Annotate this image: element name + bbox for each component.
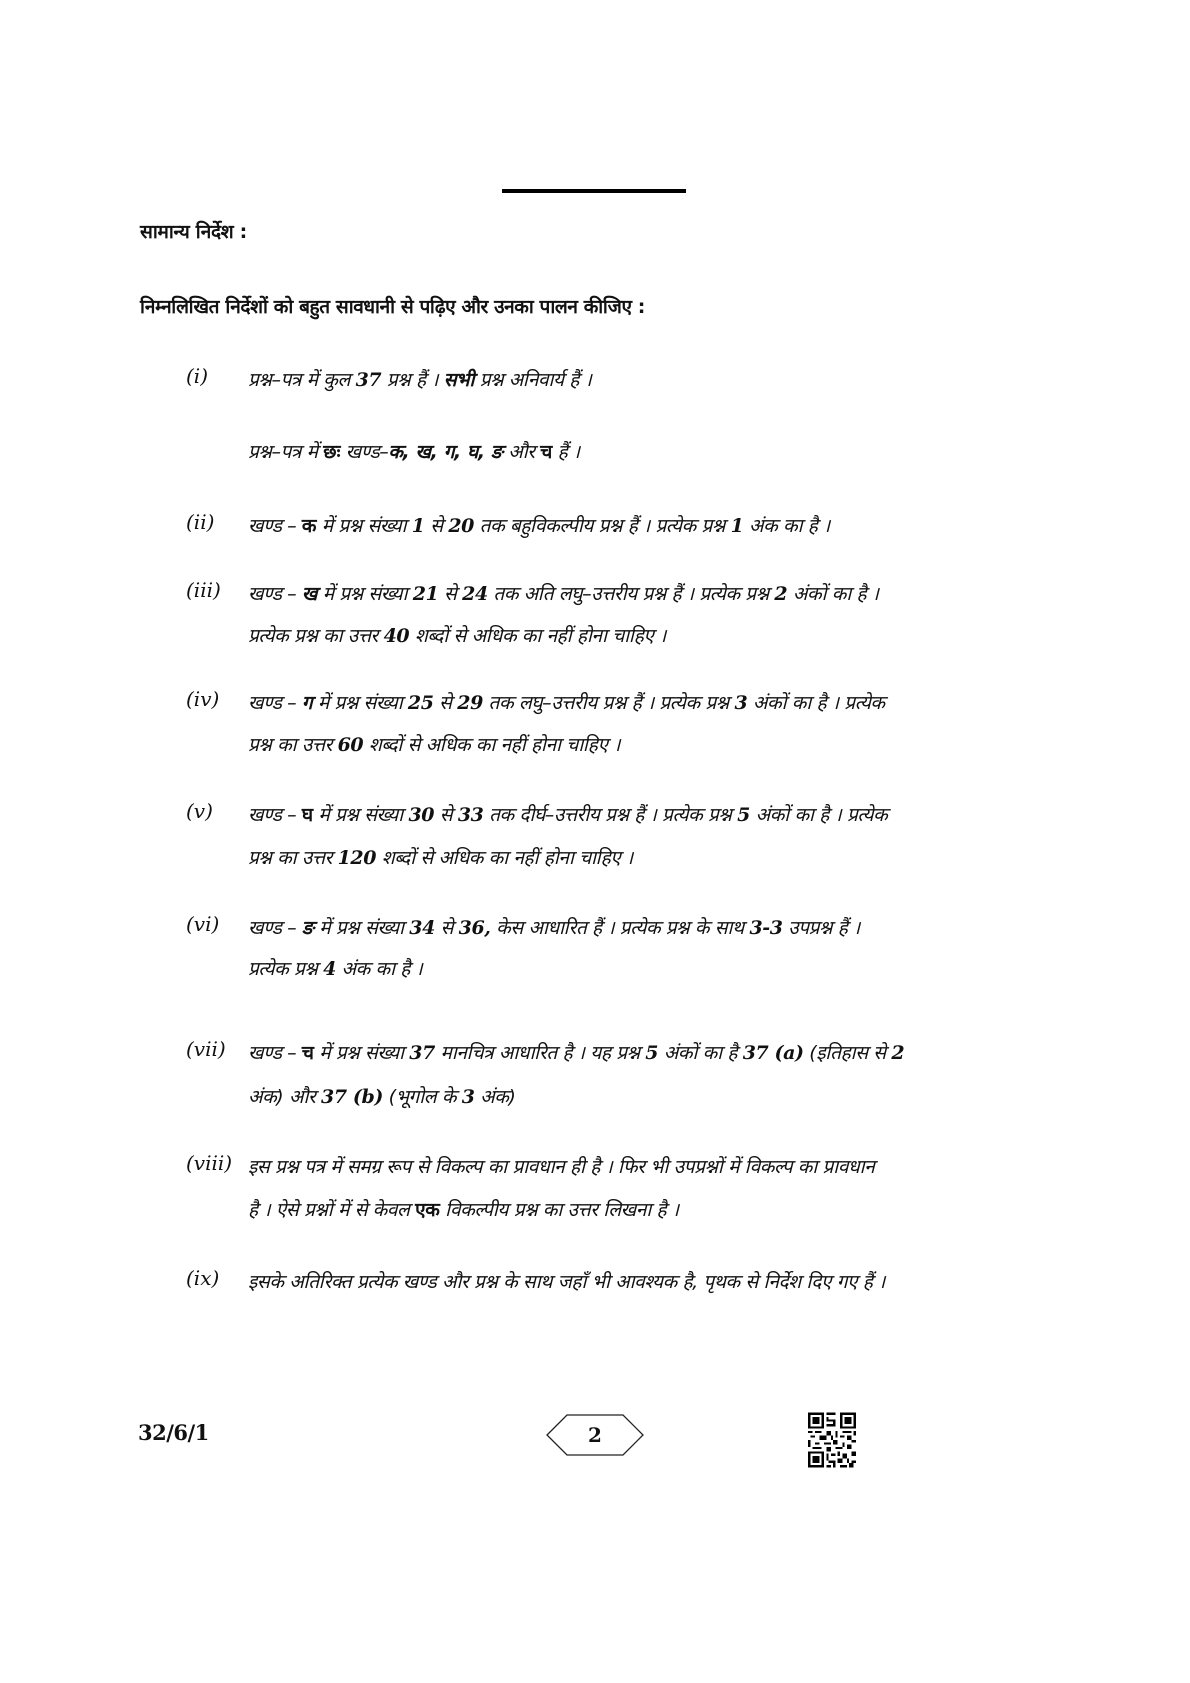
text-segment: तक लघु–उत्तरीय प्रश्न हैं । प्रत्येक प्रश्न <box>482 692 735 714</box>
item-label: (v) <box>186 799 213 823</box>
emphasis-text: च <box>540 441 552 463</box>
emphasis-text: 5 <box>645 1042 659 1064</box>
emphasis-text: ङ <box>301 917 314 939</box>
emphasis-text: 2 <box>891 1042 905 1064</box>
text-segment: और <box>502 441 541 463</box>
text-segment: खण्ड – <box>248 692 302 714</box>
emphasis-text: 37 (b) <box>321 1086 383 1108</box>
page-number-badge <box>545 1414 645 1456</box>
text-segment: में प्रश्न संख्या <box>313 1042 410 1064</box>
text-segment: खण्ड – <box>248 1042 302 1064</box>
emphasis-text: 20 <box>448 515 474 537</box>
text-segment: खण्ड– <box>340 441 389 463</box>
emphasis-text: 30 <box>408 804 435 826</box>
item-label: (ii) <box>186 510 215 534</box>
emphasis-text: 29 <box>457 692 483 714</box>
text-segment: इसके अतिरिक्त प्रत्येक खण्ड और प्रश्न के साथ जहाँ भी आवश्यक है, पृथक से निर्देश दिए गए हैं । <box>248 1271 885 1293</box>
instruction-line <box>248 955 422 981</box>
emphasis-text: 37 (a) <box>742 1042 804 1064</box>
emphasis-text: 5 <box>737 804 750 826</box>
section-heading: सामान्य निर्देश : <box>140 221 247 243</box>
text-segment: प्रत्येक प्रश्न <box>248 958 324 980</box>
emphasis-text: घ <box>301 804 313 826</box>
text-segment: प्रश्न–पत्र में कुल <box>248 369 356 391</box>
instruction-line <box>248 689 885 715</box>
instruction-line <box>248 622 666 648</box>
text-segment: (भूगोल के <box>382 1086 462 1108</box>
emphasis-text: 1 <box>730 515 744 537</box>
emphasis-text: 34 <box>409 917 435 939</box>
item-label: (viii) <box>186 1151 233 1175</box>
text-segment: अंकों का है । प्रत्येक <box>747 692 885 714</box>
text-segment: है । ऐसे प्रश्नों में से केवल <box>248 1199 416 1221</box>
text-segment: अंकों का है । प्रत्येक <box>749 804 888 826</box>
emphasis-text: 60 <box>337 734 364 756</box>
emphasis-text: 37 <box>355 369 382 391</box>
text-segment: तक बहुविकल्पीय प्रश्न हैं । प्रत्येक प्रश्न <box>474 515 731 537</box>
instruction-line <box>248 512 830 538</box>
text-segment: में प्रश्न संख्या <box>313 917 410 939</box>
text-segment: से <box>434 804 458 826</box>
text-segment: शब्दों से अधिक का नहीं होना चाहिए । <box>376 847 633 869</box>
text-segment: अंक का है । <box>335 958 423 980</box>
emphasis-text: छः <box>323 441 341 463</box>
emphasis-text: 25 <box>407 692 434 714</box>
text-segment: से <box>434 917 459 939</box>
emphasis-text: 21 <box>412 583 439 605</box>
instruction-line <box>248 1083 516 1109</box>
emphasis-text: 3 <box>734 692 748 714</box>
text-segment: से <box>424 515 449 537</box>
emphasis-text: सभी <box>443 369 475 391</box>
emphasis-text: 37 <box>409 1042 435 1064</box>
emphasis-text: 3 <box>461 1086 475 1108</box>
emphasis-text: च <box>301 1042 314 1064</box>
emphasis-text: क, ख, ग, घ, ङ <box>388 441 503 463</box>
text-segment: केस आधारित हैं । प्रत्येक प्रश्न के साथ <box>490 917 750 939</box>
emphasis-text: ग <box>301 692 313 714</box>
item-label: (i) <box>186 364 209 388</box>
emphasis-text: 3-3 <box>749 917 783 939</box>
text-segment: हैं । <box>551 441 580 463</box>
instruction-text: निम्नलिखित निर्देशों को बहुत सावधानी से पढ़िए और उनका पालन कीजिए : <box>140 296 645 318</box>
text-segment: खण्ड – <box>248 515 302 537</box>
text-segment: खण्ड – <box>248 917 302 939</box>
instruction-line <box>248 731 620 757</box>
decorative-rule <box>502 189 686 193</box>
qr-code-icon <box>808 1412 856 1468</box>
text-segment: शब्दों से अधिक का नहीं होना चाहिए । <box>409 625 666 647</box>
text-segment: उपप्रश्न हैं । <box>782 917 860 939</box>
emphasis-text: 40 <box>383 625 410 647</box>
emphasis-text: 1 <box>411 515 425 537</box>
text-segment: खण्ड – <box>248 804 302 826</box>
item-label: (iii) <box>186 578 221 602</box>
instruction-line <box>248 914 860 940</box>
text-segment: प्रश्न–पत्र में <box>248 441 324 463</box>
item-label: (iv) <box>186 687 220 711</box>
page-number: 2 <box>588 1423 602 1447</box>
text-segment: से <box>433 692 458 714</box>
text-segment: खण्ड – <box>248 583 302 605</box>
emphasis-text: ख <box>301 583 318 605</box>
text-segment: प्रश्न का उत्तर <box>248 847 338 869</box>
text-segment: प्रत्येक प्रश्न का उत्तर <box>248 625 384 647</box>
text-segment: में प्रश्न संख्या <box>312 804 409 826</box>
text-segment: इस प्रश्न पत्र में समग्र रूप से विकल्प का प्रावधान ही है । फिर भी उपप्रश्नों में विकल्प का प्रावधान <box>248 1156 875 1178</box>
instruction-line <box>248 1153 874 1179</box>
instruction-line <box>248 366 591 392</box>
text-segment: (इतिहास से <box>803 1042 892 1064</box>
emphasis-text: 36, <box>458 917 491 939</box>
instruction-line <box>248 1039 904 1065</box>
item-label: (vi) <box>186 912 220 936</box>
text-segment: अंक) <box>474 1086 516 1108</box>
emphasis-text: 33 <box>457 804 484 826</box>
instruction-line <box>248 438 580 464</box>
instruction-line <box>248 844 633 870</box>
instruction-line <box>248 801 887 827</box>
text-segment: तक अति लघु–उत्तरीय प्रश्न हैं । प्रत्येक प्रश्न <box>487 583 775 605</box>
text-segment: विकल्पीय प्रश्न का उत्तर लिखना है । <box>439 1199 679 1221</box>
emphasis-text: 24 <box>462 583 488 605</box>
text-segment: में प्रश्न संख्या <box>316 515 412 537</box>
item-label: (vii) <box>186 1037 226 1061</box>
text-segment: में प्रश्न संख्या <box>317 583 413 605</box>
text-segment: मानचित्र आधारित है । यह प्रश्न <box>434 1042 646 1064</box>
instruction-line <box>248 1196 679 1222</box>
text-segment: प्रश्न का उत्तर <box>248 734 338 756</box>
instruction-line <box>248 580 879 606</box>
text-segment: अंकों का है <box>658 1042 743 1064</box>
text-segment: अंक का है । <box>743 515 830 537</box>
text-segment: प्रश्न हैं । <box>381 369 444 391</box>
text-segment: तक दीर्घ–उत्तरीय प्रश्न हैं । प्रत्येक प्रश्न <box>483 804 738 826</box>
instruction-line <box>248 1268 885 1294</box>
item-label: (ix) <box>186 1266 220 1290</box>
emphasis-text: एक <box>415 1199 440 1221</box>
emphasis-text: 2 <box>774 583 788 605</box>
emphasis-text: क <box>301 515 317 537</box>
emphasis-text: 4 <box>323 958 336 980</box>
text-segment: से <box>438 583 463 605</box>
text-segment: शब्दों से अधिक का नहीं होना चाहिए । <box>363 734 621 756</box>
text-segment: में प्रश्न संख्या <box>312 692 408 714</box>
emphasis-text: 120 <box>337 847 377 869</box>
text-segment: अंक) और <box>248 1086 322 1108</box>
text-segment: प्रश्न अनिवार्य हैं । <box>474 369 592 391</box>
text-segment: अंकों का है । <box>787 583 879 605</box>
paper-code: 32/6/1 <box>138 1420 209 1445</box>
